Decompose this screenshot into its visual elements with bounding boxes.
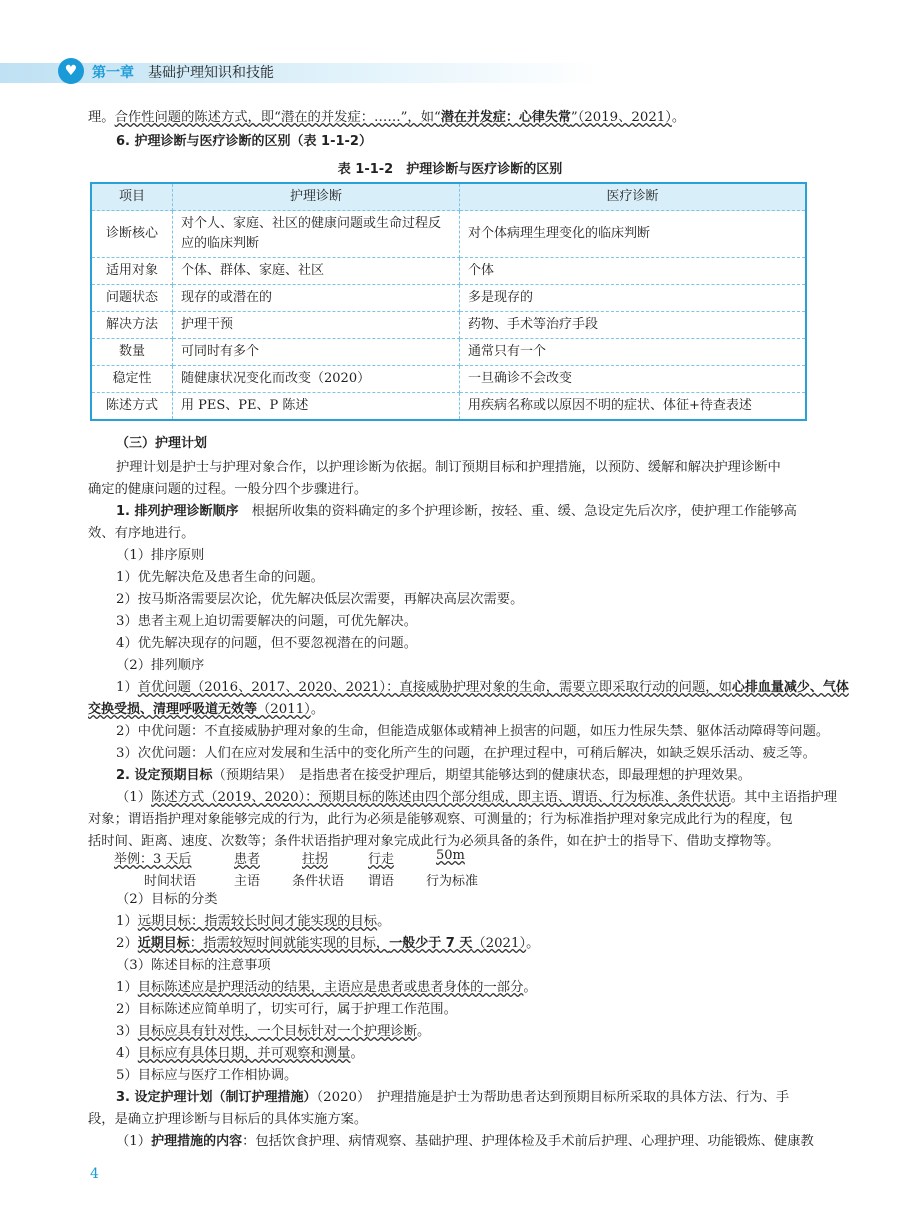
table-cell: 用疾病名称或以原因不明的症状、体征+待查表述 [460,393,807,421]
table-row [91,366,806,393]
example-word: 患者 [234,852,261,867]
table-caption: 表 1-1-2 护理诊断与医疗诊断的区别 [337,162,563,177]
text-line: 确定的健康问题的过程。一般分四个步骤进行。 [88,482,368,497]
example-role: 行为标准 [426,874,479,889]
text-line: 理。合作性问题的陈述方式，即“潜在的并发症：……”，如“潜在并发症：心律失常”（2019、2021）。 [88,110,686,125]
table-row [91,211,806,258]
table-cell: 个体 [460,258,807,285]
heart-icon: ♥ [58,58,84,84]
page-number: 4 [90,1166,99,1182]
table-cell: 陈述方式 [91,393,173,421]
example-word: 举例：3 天后 [114,852,192,867]
chapter-title: 基础护理知识和技能 [148,65,274,81]
table-row [91,339,806,366]
text-line: （2）排列顺序 [116,658,205,673]
example-role: 主语 [234,874,261,889]
table-row [91,312,806,339]
table-cell: 随健康状况变化而改变（2020） [173,366,460,393]
text-line: （2）目标的分类 [116,892,218,907]
text-line: （1）陈述方式（2019、2020）：预期目标的陈述由四个部分组成，即主语、谓语、行为标准、条件状语。其中主语指护理 [116,790,838,805]
text-line: 1）首优问题（2016、2017、2020、2021）：直接威胁护理对象的生命，需要立即采取行动的问题，如心排血量减少、气体 [116,680,849,695]
table-cell: 现存的或潜在的 [173,285,460,312]
table-cell: 可同时有多个 [173,339,460,366]
table-cell: 通常只有一个 [460,339,807,366]
text-line: 3）次优问题：人们在应对发展和生活中的变化所产生的问题，在护理过程中，可稍后解决，如缺乏娱乐活动、疲乏等。 [116,746,816,761]
text-line: 2. 设定预期目标（预期结果） 是指患者在接受护理后，期望其能够达到的健康状态，即最理想的护理效果。 [116,768,752,783]
table-row [91,393,806,421]
table-cell: 个体、群体、家庭、社区 [173,258,460,285]
text-line: （1）排序原则 [116,548,205,563]
col-header: 项目 [91,183,173,211]
table-cell: 解决方法 [91,312,173,339]
table-cell: 数量 [91,339,173,366]
text-line: 3. 设定护理计划（制订护理措施）（2020） 护理措施是护士为帮助患者达到预期目标所采取的具体方法、行为、手 [116,1090,790,1105]
text-line: 2）中优问题：不直接威胁护理对象的生命，但能造成躯体或精神上损害的问题，如压力性尿失禁、躯体活动障碍等问题。 [116,724,830,739]
table-cell: 适用对象 [91,258,173,285]
text-line: 1. 排列护理诊断顺序 根据所收集的资料确定的多个护理诊断，按轻、重、缓、急设定先后次序，使护理工作能够高 [116,504,797,519]
table-cell: 药物、手术等治疗手段 [460,312,807,339]
text-line: 2）近期目标：指需较短时间就能实现的目标，一般少于 7 天（2021）。 [116,936,540,951]
text-line: 护理计划是护士与护理对象合作，以护理诊断为依据。制订预期目标和护理措施，以预防、缓解和解决护理诊断中 [116,460,781,475]
example-role: 条件状语 [292,874,345,889]
section-heading: 6. 护理诊断与医疗诊断的区别（表 1-1-2） [116,134,372,149]
table-header-row [91,183,806,211]
comparison-table [90,182,807,421]
text-line: 5）目标应与医疗工作相协调。 [116,1068,298,1083]
section-heading: （三）护理计划 [116,436,208,451]
table-cell: 诊断核心 [91,211,173,258]
col-header: 护理诊断 [173,183,460,211]
text-line: 对象；谓语指护理对象能够完成的行为，此行为必须是能够观察、可测量的；行为标准指护理对象完成此行为的程度，包 [88,812,793,827]
col-header: 医疗诊断 [460,183,807,211]
text-line: 段，是确立护理诊断与目标后的具体实施方案。 [88,1112,368,1127]
text-line: 4）目标应有具体日期，并可观察和测量。 [116,1046,364,1061]
text-line: 4）优先解决现存的问题，但不要忽视潜在的问题。 [116,636,417,651]
text-line: 1）远期目标：指需较长时间才能实现的目标。 [116,914,391,929]
table-cell: 用 PES、PE、P 陈述 [173,393,460,421]
table-cell: 对个体病理生理变化的临床判断 [460,211,807,258]
table-row [91,258,806,285]
table-cell: 多是现存的 [460,285,807,312]
text-line: 1）目标陈述应是护理活动的结果，主语应是患者或患者身体的一部分。 [116,980,537,995]
text-line: 3）目标应具有针对性，一个目标针对一个护理诊断。 [116,1024,431,1039]
text-line: （1）护理措施的内容：包括饮食护理、病情观察、基础护理、护理体检及手术前后护理、心理护理、功能锻炼、健康教 [116,1134,814,1149]
example-word: 50m [436,848,465,863]
example-role: 谓语 [368,874,395,889]
header-band [0,63,600,83]
table-cell: 对个人、家庭、社区的健康问题或生命过程反应的临床判断 [173,211,460,258]
example-word: 拄拐 [302,852,329,867]
text-line: 3）患者主观上迫切需要解决的问题，可优先解决。 [116,614,417,629]
text-line: 括时间、距离、速度、次数等；条件状语指护理对象完成此行为必须具备的条件，如在护士的指导下、借助支撑物等。 [88,834,780,849]
example-role: 时间状语 [144,874,197,889]
table-cell: 护理干预 [173,312,460,339]
chapter-label: 第一章 [92,65,134,81]
text-line: （3）陈述目标的注意事项 [116,958,271,973]
example-word: 行走 [368,852,395,867]
table-cell: 问题状态 [91,285,173,312]
table-row [91,285,806,312]
text-line: 效、有序地进行。 [88,526,195,541]
text-line: 2）按马斯洛需要层次论，优先解决低层次需要，再解决高层次需要。 [116,592,524,607]
running-header [0,58,900,88]
text-line: 交换受损、清理呼吸道无效等（2011）。 [88,702,325,717]
table-cell: 稳定性 [91,366,173,393]
text-line: 2）目标陈述应简单明了，切实可行，属于护理工作范围。 [116,1002,457,1017]
table-cell: 一旦确诊不会改变 [460,366,807,393]
text-line: 1）优先解决危及患者生命的问题。 [116,570,324,585]
